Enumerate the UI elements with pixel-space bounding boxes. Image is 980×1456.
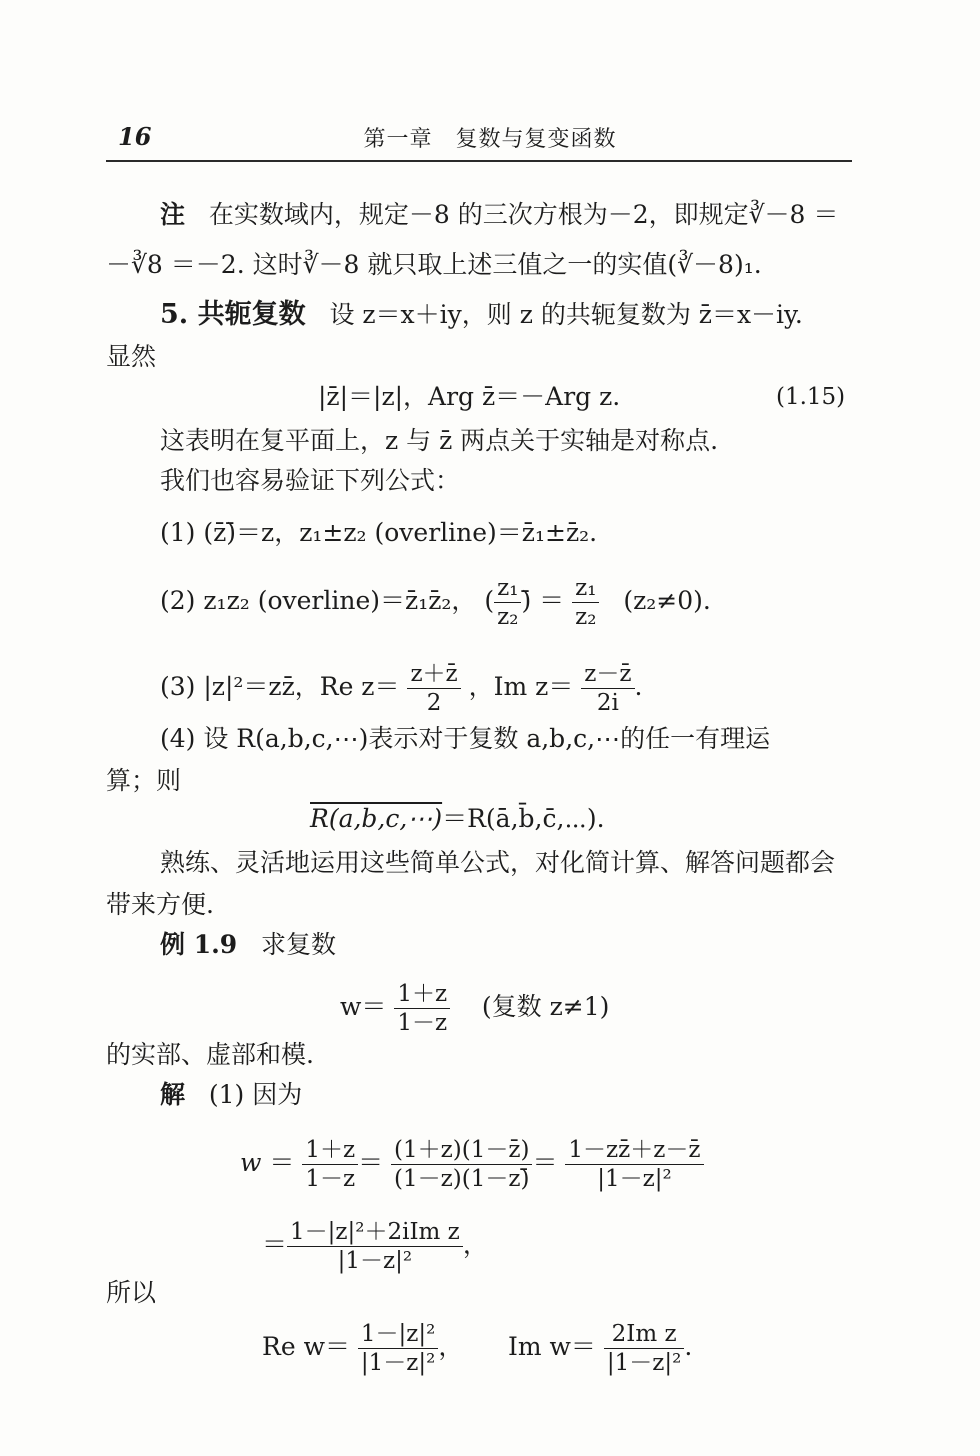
- frac-num: 1＋z: [394, 980, 450, 1009]
- w-fraction: [394, 980, 450, 1037]
- frac-num: z－z̄: [581, 660, 634, 689]
- header-rule: [106, 160, 852, 162]
- frac-den: 2: [426, 690, 442, 716]
- frac-den: |1－z|²: [606, 1350, 682, 1376]
- page-number: 16: [118, 122, 152, 151]
- im-w-fraction: [604, 1320, 684, 1377]
- solution-text: (1) 因为: [208, 1080, 303, 1109]
- symmetric-text: 这表明在复平面上，z 与 z̄ 两点关于实轴是对称点.: [160, 426, 719, 455]
- s2-fraction: [391, 1136, 532, 1193]
- s4-fraction: [287, 1218, 463, 1275]
- frac-den: 2i: [596, 690, 619, 716]
- frac-den: 1－z: [305, 1166, 356, 1192]
- re-z-fraction: [407, 660, 460, 717]
- w-definition: [340, 980, 609, 1037]
- formula-2-condition: (z₂≠0).: [623, 586, 711, 615]
- frac-den: |1－z|²: [337, 1248, 413, 1274]
- example-label: 例 1.9: [160, 930, 238, 959]
- re-w-fraction: [358, 1320, 438, 1377]
- equation-1-15: |z̄|＝|z|，Arg z̄＝－Arg z.: [318, 382, 621, 411]
- section-intro: 设 z＝x＋iy，则 z 的共轭复数为 z̄＝x－iy.: [329, 300, 803, 329]
- note-line-2: －∛8 ＝－2. 这时∛－8 就只取上述三值之一的实值(∛－8)₁.: [106, 250, 762, 279]
- frac-num: z₁: [494, 574, 521, 603]
- equation-number: (1.15): [776, 384, 846, 410]
- frac-num: 1＋z: [302, 1136, 358, 1165]
- formula-3-mid: ，Im z＝: [468, 672, 574, 701]
- frac-num: 1－zz̄＋z－z̄: [565, 1136, 703, 1165]
- section-heading-line: [160, 298, 803, 332]
- skill-line-2: 带来方便.: [106, 890, 214, 919]
- example-text: 求复数: [261, 930, 337, 959]
- formula-3-prefix: (3) |z|²＝zz̄，Re z＝: [160, 672, 400, 701]
- formula-4-line-1: (4) 设 R(a,b,c,⋯)表示对于复数 a,b,c,⋯的任一有理运: [160, 724, 771, 753]
- section-title: 5. 共轭复数: [160, 299, 306, 330]
- s1-fraction: [302, 1136, 358, 1193]
- skill-line-1: 熟练、灵活地运用这些简单公式，对化简计算、解答问题都会: [160, 848, 836, 877]
- im-z-fraction: [581, 660, 634, 717]
- frac-num: z₁: [572, 574, 599, 603]
- formula-2-prefix: (2): [160, 586, 196, 615]
- formula-4-right: ＝R(ā,b̄,c̄,⋯).: [442, 804, 605, 833]
- re-w-label: Re w＝: [262, 1332, 350, 1361]
- running-header: 第一章 复数与复变函数: [363, 127, 617, 152]
- solution-label: 解: [160, 1080, 186, 1109]
- formula-2-fraction: [494, 574, 521, 631]
- so-text: 所以: [106, 1278, 157, 1307]
- solution-heading: [160, 1078, 302, 1112]
- formula-3: (3) |z|²＝zz̄，Re z＝ $\frac{z+z̄}{2}$ ，Im z＝ $\frac{z-z̄}{2i}$ .: [160, 661, 643, 716]
- formula-2: (2) z₁z₂ (overline)＝z̄₁z̄₂， ( $\frac{\text{z₁}}{\text{z₂}}$ )̄ ＝ $\frac{\text{z₁}}{\text{z₂}}$ (z₂≠0).: [160, 575, 711, 630]
- frac-den: z₂: [497, 604, 519, 630]
- im-w-result: Im w＝ $\frac{\text{2Im z}}{\text{|1－z|²}}$ .: [508, 1321, 693, 1376]
- frac-num: 1－|z|²＋2iIm z: [287, 1218, 463, 1247]
- frac-num: (1＋z)(1－z̄): [391, 1136, 532, 1165]
- formula-4-line-2: 算；则: [106, 766, 182, 795]
- solution-step-1: w ＝ $\frac{1+z}{1-z}$ ＝ $\frac{(1+z)(1-z̄)}{(1-z)(1-z)̄}$ ＝ $\frac{1-zz̄+z-z̄}{\text{|1－z|²}}$: [240, 1136, 704, 1193]
- frac-den: (1－z)(1－z)̄: [394, 1166, 530, 1192]
- formula-2-fraction-rhs: [572, 574, 599, 631]
- frac-num: z＋z̄: [407, 660, 460, 689]
- frac-den: z₂: [575, 604, 597, 630]
- s3-fraction: [565, 1136, 703, 1193]
- example-heading: [160, 928, 336, 962]
- formula-4-left: R(a,b,c,⋯): [310, 804, 443, 833]
- solution-step-2: ＝ $\frac{\text{1－|z|²＋2iIm z}}{\text{|1－z|²}}$ ，: [262, 1219, 488, 1274]
- frac-den: |1－z|²: [360, 1350, 436, 1376]
- w-eq: w＝: [340, 992, 387, 1021]
- frac-den: 1－z: [397, 1010, 448, 1036]
- note-line-1: [160, 198, 838, 232]
- note-text-1: 在实数域内，规定－8 的三次方根为－2，即规定∛－8 ＝: [208, 200, 839, 229]
- frac-den: |1－z|²: [597, 1166, 672, 1192]
- example-tail: 的实部、虚部和模.: [106, 1040, 314, 1069]
- verify-text: 我们也容易验证下列公式：: [160, 466, 461, 495]
- frac-num: 2Im z: [604, 1320, 684, 1349]
- note-label: 注: [160, 200, 186, 229]
- formula-4-equation: [310, 802, 605, 836]
- formula-2-a: z₁z₂ (overline)＝z̄₁z̄₂，: [203, 586, 477, 615]
- re-w-result: Re w＝ $\frac{\text{1－|z|²}}{\text{|1－z|²}}$ ，: [262, 1321, 464, 1376]
- formula-1: (1) (z̄)̄＝z，z₁±z₂ (overline)＝z̄₁±z̄₂.: [160, 518, 598, 547]
- w-condition: (复数 z≠1): [481, 992, 610, 1021]
- frac-num: 1－|z|²: [358, 1320, 438, 1349]
- im-w-label: Im w＝: [508, 1332, 596, 1361]
- section-intro-2: 显然: [106, 342, 157, 371]
